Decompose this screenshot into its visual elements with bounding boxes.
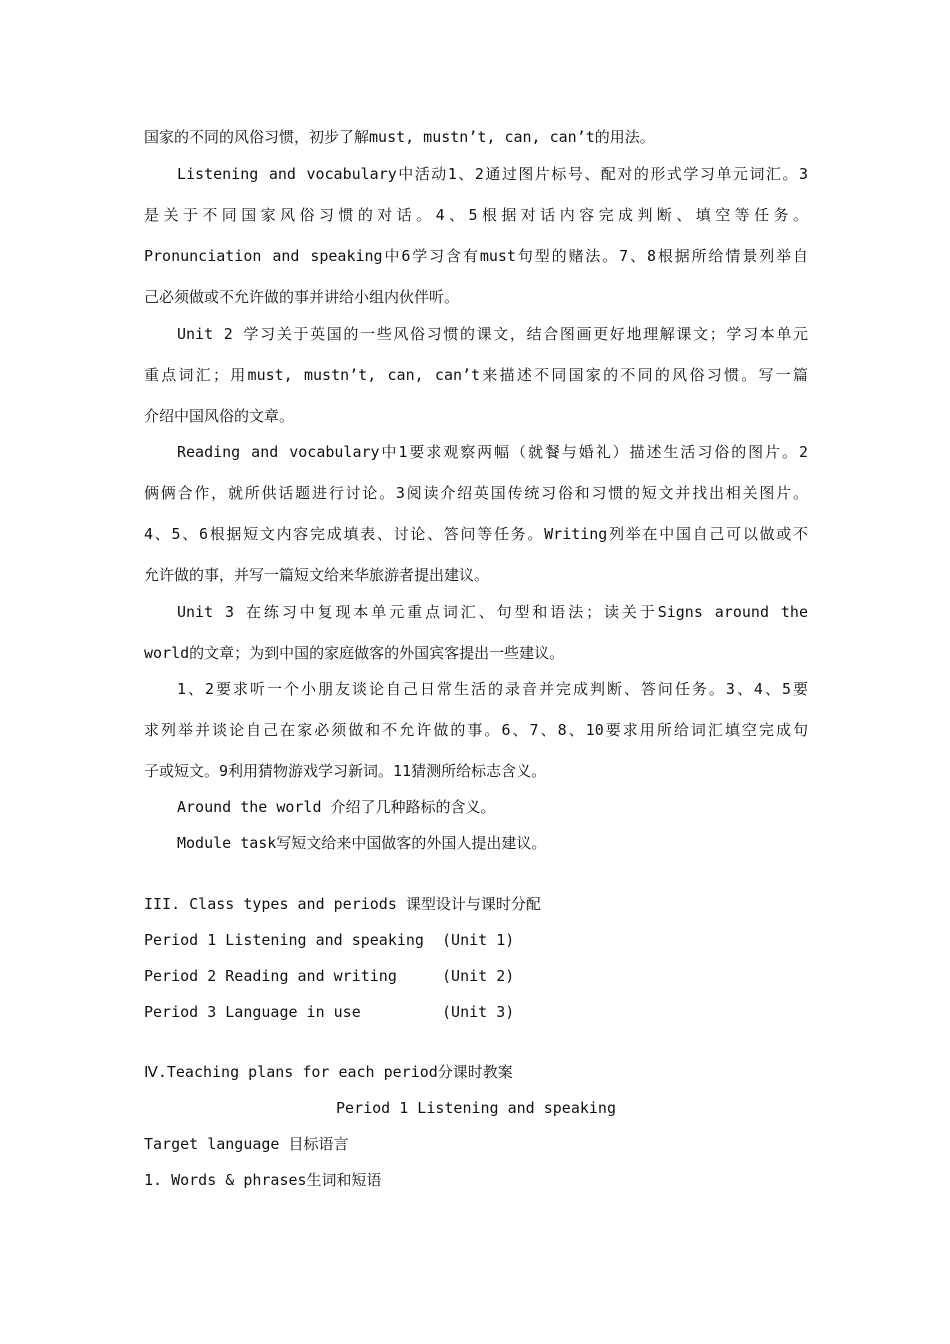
list-item: 1. Words & phrases生词和短语 xyxy=(144,1171,382,1189)
paragraph-line: 4、5、6根据短文内容完成填表、讨论、答问等任务。Writing列举在中国自己可以做或不 xyxy=(144,525,808,543)
paragraph-line: 己必须做或不允许做的事并讲给小组内伙伴听。 xyxy=(144,288,460,306)
paragraph-line: Module task写短文给来中国做客的外国人提出建议。 xyxy=(177,834,547,852)
period-item: Period 3 Language in use (Unit 3) xyxy=(144,1003,515,1021)
paragraph-line: Pronunciation and speaking中6学习含有must句型的赌法。7、8根据所给情景列举自 xyxy=(144,247,808,265)
section-heading: III. Class types and periods 课型设计与课时分配 xyxy=(144,895,541,913)
paragraph-line: 1、2要求听一个小朋友谈论自己日常生活的录音并完成判断、答问任务。3、4、5要 xyxy=(177,680,808,698)
subsection-heading: Target language 目标语言 xyxy=(144,1135,349,1153)
paragraph-line: 允许做的事，并写一篇短文给来华旅游者提出建议。 xyxy=(144,566,490,584)
paragraph-line: 俩俩合作，就所供话题进行讨论。3阅读介绍英国传统习俗和习惯的短文并找出相关图片。 xyxy=(144,484,808,502)
paragraph-line: Unit 2 学习关于英国的一些风俗习惯的课文，结合图画更好地理解课文；学习本单元 xyxy=(177,325,808,343)
paragraph-line: world的文章；为到中国的家庭做客的外国宾客提出一些建议。 xyxy=(144,644,565,662)
paragraph-line: 重点词汇；用must, mustn’t, can, can’t来描述不同国家的不同的风俗习惯。写一篇 xyxy=(144,366,808,384)
paragraph-line: 国家的不同的风俗习惯，初步了解must, mustn’t, can, can’t的用法。 xyxy=(144,128,655,146)
paragraph-line: 是关于不同国家风俗习惯的对话。4、5根据对话内容完成判断、填空等任务。 xyxy=(144,206,808,224)
paragraph-line: 介绍中国风俗的文章。 xyxy=(144,407,295,425)
paragraph-line: Listening and vocabulary中活动1、2通过图片标号、配对的形式学习单元词汇。3 xyxy=(177,165,808,183)
paragraph-line: Unit 3 在练习中复现本单元重点词汇、句型和语法；读关于Signs around the xyxy=(177,603,808,621)
paragraph-line: Reading and vocabulary中1要求观察两幅（就餐与婚礼）描述生活习俗的图片。2 xyxy=(177,443,808,461)
paragraph-line: Around the world 介绍了几种路标的含义。 xyxy=(177,798,496,816)
paragraph-line: 求列举并谈论自己在家必须做和不允许做的事。6、7、8、10要求用所给词汇填空完成句 xyxy=(144,721,808,739)
period-item: Period 2 Reading and writing (Unit 2) xyxy=(144,967,515,985)
section-heading: Ⅳ.Teaching plans for each period分课时教案 xyxy=(144,1063,513,1081)
period-title: Period 1 Listening and speaking xyxy=(336,1099,616,1117)
paragraph-line: 子或短文。9利用猜物游戏学习新词。11猜测所给标志含义。 xyxy=(144,762,547,780)
period-item: Period 1 Listening and speaking (Unit 1) xyxy=(144,931,515,949)
